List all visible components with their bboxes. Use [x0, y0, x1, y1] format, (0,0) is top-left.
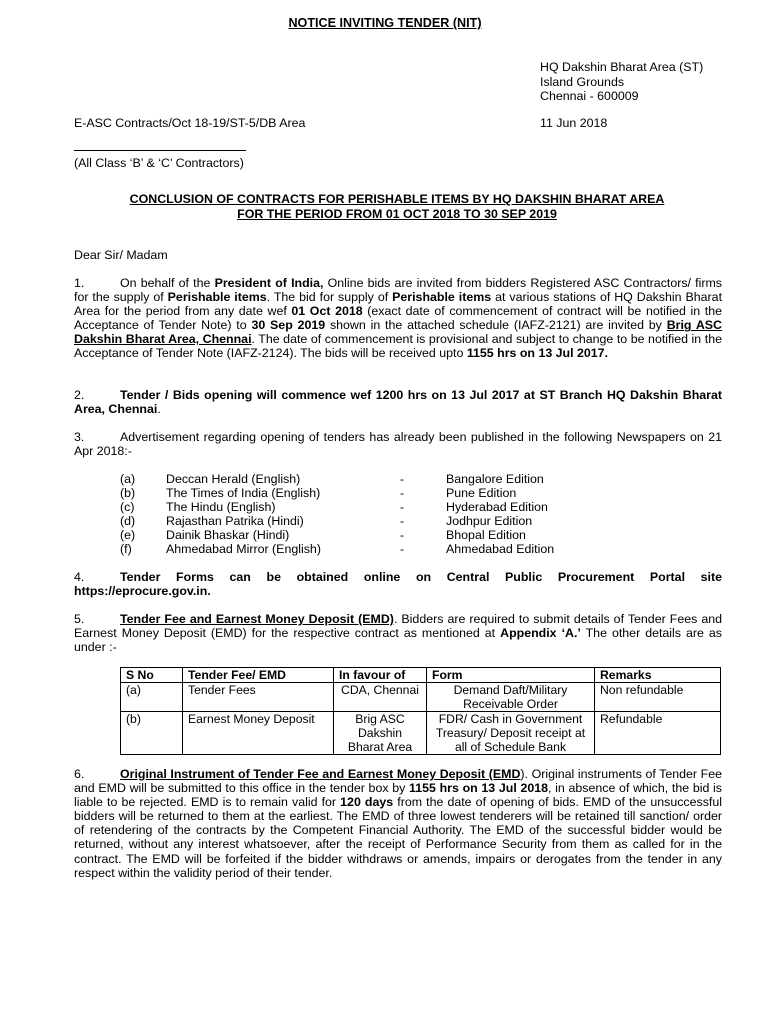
para-bold: 1155 hrs on 13 Jul 2017.: [466, 346, 609, 361]
para-text: , in absence of which, the bid is liable to be rejected. EMD is to remain valid for: [74, 781, 722, 810]
para-bold: Original Instrument of Tender Fee and Earnest Money Deposit (EMD: [120, 767, 521, 781]
newspaper-name: The Hindu (English): [166, 500, 276, 514]
para-text: at various stations of HQ Dakshin Bharat Area for the period from any date wef: [74, 290, 723, 319]
para-bold: Tender / Bids opening will commence wef 1200 hrs on 13 Jul 2017 at ST Branch HQ Dakshin Bharat Area, Chennai: [74, 388, 722, 417]
col-header: In favour of: [334, 668, 427, 683]
subject-line: CONCLUSION OF CONTRACTS FOR PERISHABLE ITEMS BY HQ DAKSHIN BHARAT AREA: [129, 192, 665, 206]
edition: Bhopal Edition: [446, 528, 526, 542]
para-bold: 30 Sep 2019: [251, 318, 326, 333]
item-index: (e): [120, 528, 136, 542]
item-index: (d): [120, 514, 136, 528]
table-cell: (b): [121, 712, 183, 755]
paragraph-1: [74, 276, 722, 361]
para-text: On behalf of the: [120, 276, 215, 290]
para-text: . The bid for supply of: [266, 290, 393, 305]
para-text: Advertisement regarding opening of tenders has already been published in the following Newspapers on 21 Apr 2018:-: [74, 430, 722, 459]
para-bold: Tender Fee and Earnest Money Deposit (EMD): [120, 612, 394, 626]
newspaper-name: Rajasthan Patrika (Hindi): [166, 514, 304, 528]
subject-line: FOR THE PERIOD FROM 01 OCT 2018 TO 30 SEP 2019: [237, 206, 557, 221]
table-cell: (a): [121, 683, 183, 712]
salutation: Dear Sir/ Madam: [74, 248, 168, 262]
office-address: [540, 60, 703, 104]
fee-emd-table: [120, 667, 721, 755]
item-index: (a): [120, 472, 136, 486]
edition: Hyderabad Edition: [446, 500, 548, 514]
para-text: The other details are as under :-: [74, 626, 722, 655]
para-text: ). Original instruments of Tender Fee and EMD will be submitted to this office in the tender box by: [74, 767, 723, 796]
para-bold: 1155 hrs on 13 Jul 2018: [409, 781, 549, 796]
table-row: [121, 683, 721, 712]
newspaper-name: The Times of India (English): [166, 486, 321, 500]
item-index: (b): [120, 486, 136, 500]
table-cell: Non refundable: [595, 683, 721, 712]
newspaper-list: [120, 472, 646, 556]
separator: -: [400, 472, 405, 486]
para-bold: Perishable items: [392, 290, 492, 305]
para-bold: Appendix ‘A.’: [500, 626, 581, 641]
list-item: [120, 486, 646, 500]
table-row: [121, 712, 721, 755]
para-text: . The date of commencement is provisional and subject to change to be notified in the Acceptance of Tender Note (IAFZ-2124). The bids will be received upto: [74, 332, 722, 361]
address-line: Chennai - 600009: [540, 89, 639, 103]
paragraph-5: [74, 612, 722, 654]
separator: -: [400, 486, 405, 500]
para-bold: 01 Oct 2018: [291, 304, 363, 319]
para-bold: Perishable items: [167, 290, 267, 305]
list-item: [120, 542, 646, 556]
paragraph-3: [74, 430, 722, 458]
list-item: [120, 500, 646, 514]
table-cell: Earnest Money Deposit: [183, 712, 334, 755]
para-bold: Tender Forms can be obtained online on Central Public Procurement Portal site https://eprocure.gov.in.: [74, 570, 722, 599]
item-index: (c): [120, 500, 135, 514]
para-number: 5.: [74, 612, 85, 626]
para-number: 3.: [74, 430, 85, 444]
table-cell: Brig ASC Dakshin Bharat Area: [334, 712, 427, 755]
list-item: [120, 514, 646, 528]
col-header: Form: [427, 668, 595, 683]
addressee-rule: [74, 150, 246, 151]
separator: -: [400, 542, 405, 556]
para-text: .: [157, 402, 161, 417]
list-item: [120, 472, 646, 486]
paragraph-4: [74, 570, 722, 598]
subject-heading: [74, 192, 720, 221]
para-number: 6.: [74, 767, 85, 781]
paragraph-2: [74, 388, 722, 416]
para-bold: 120 days: [340, 795, 394, 810]
paragraph-6: [74, 767, 722, 880]
para-number: 1.: [74, 276, 85, 290]
address-line: Island Grounds: [540, 74, 625, 89]
para-text: from the date of opening of bids. EMD of the unsuccessful bidders will be returned to them at the earliest. The EMD of three lowest tenderers will be retained till sanction/ order of retendering of the contracts by the Competent Financial Authority. The EMD of the successful bidder would be returned, without any interest whatsoever, after the receipt of Performance Security from them as called for in the contract. The EMD will be forfeited if the bidder withdraws or amends, impairs or derogates from the tender in any respect within the validity period of their tender.: [74, 795, 722, 880]
separator: -: [400, 528, 405, 542]
letter-date: 11 Jun 2018: [540, 116, 608, 130]
table-cell: Tender Fees: [183, 683, 334, 712]
para-text: shown in the attached schedule (IAFZ-2121) are invited by: [325, 318, 667, 333]
para-text: . Bidders are required to submit details of Tender Fees and Earnest Money Deposit (EMD) for the respective contract as mentioned at: [74, 612, 723, 641]
newspaper-name: Deccan Herald (English): [166, 472, 301, 486]
para-number: 2.: [74, 388, 85, 402]
col-header: Tender Fee/ EMD: [183, 668, 334, 683]
para-text: (exact date of commencement of contract will be notified in the Acceptance of Tender Note) to: [74, 304, 723, 333]
table-cell: Demand Daft/Military Receivable Order: [427, 683, 595, 712]
newspaper-name: Dainik Bhaskar (Hindi): [166, 528, 290, 542]
edition: Jodhpur Edition: [446, 514, 533, 528]
table-cell: FDR/ Cash in Government Treasury/ Deposit receipt at all of Schedule Bank: [427, 712, 595, 755]
item-index: (f): [120, 542, 132, 556]
table-header-row: [121, 668, 721, 683]
addressee: (All Class ‘B’ & ‘C’ Contractors): [74, 156, 244, 170]
separator: -: [400, 514, 405, 528]
separator: -: [400, 500, 405, 514]
newspaper-name: Ahmedabad Mirror (English): [166, 542, 321, 556]
notice-title: NOTICE INVITING TENDER (NIT): [288, 16, 482, 30]
reference-number: E-ASC Contracts/Oct 18-19/ST-5/DB Area: [74, 116, 306, 130]
table-cell: Refundable: [595, 712, 721, 755]
list-item: [120, 528, 646, 542]
para-bold: President of India,: [214, 276, 324, 290]
col-header: Remarks: [595, 668, 721, 683]
para-bold: Brig ASC Dakshin Bharat Area, Chennai: [74, 318, 722, 347]
col-header: S No: [121, 668, 183, 683]
edition: Bangalore Edition: [446, 472, 544, 486]
para-number: 4.: [74, 570, 85, 584]
table-cell: CDA, Chennai: [334, 683, 427, 712]
address-line: HQ Dakshin Bharat Area (ST): [540, 60, 704, 74]
edition: Pune Edition: [446, 486, 517, 500]
edition: Ahmedabad Edition: [446, 542, 555, 556]
para-text: Online bids are invited from bidders Registered ASC Contractors/ firms for the supply of: [74, 276, 723, 305]
